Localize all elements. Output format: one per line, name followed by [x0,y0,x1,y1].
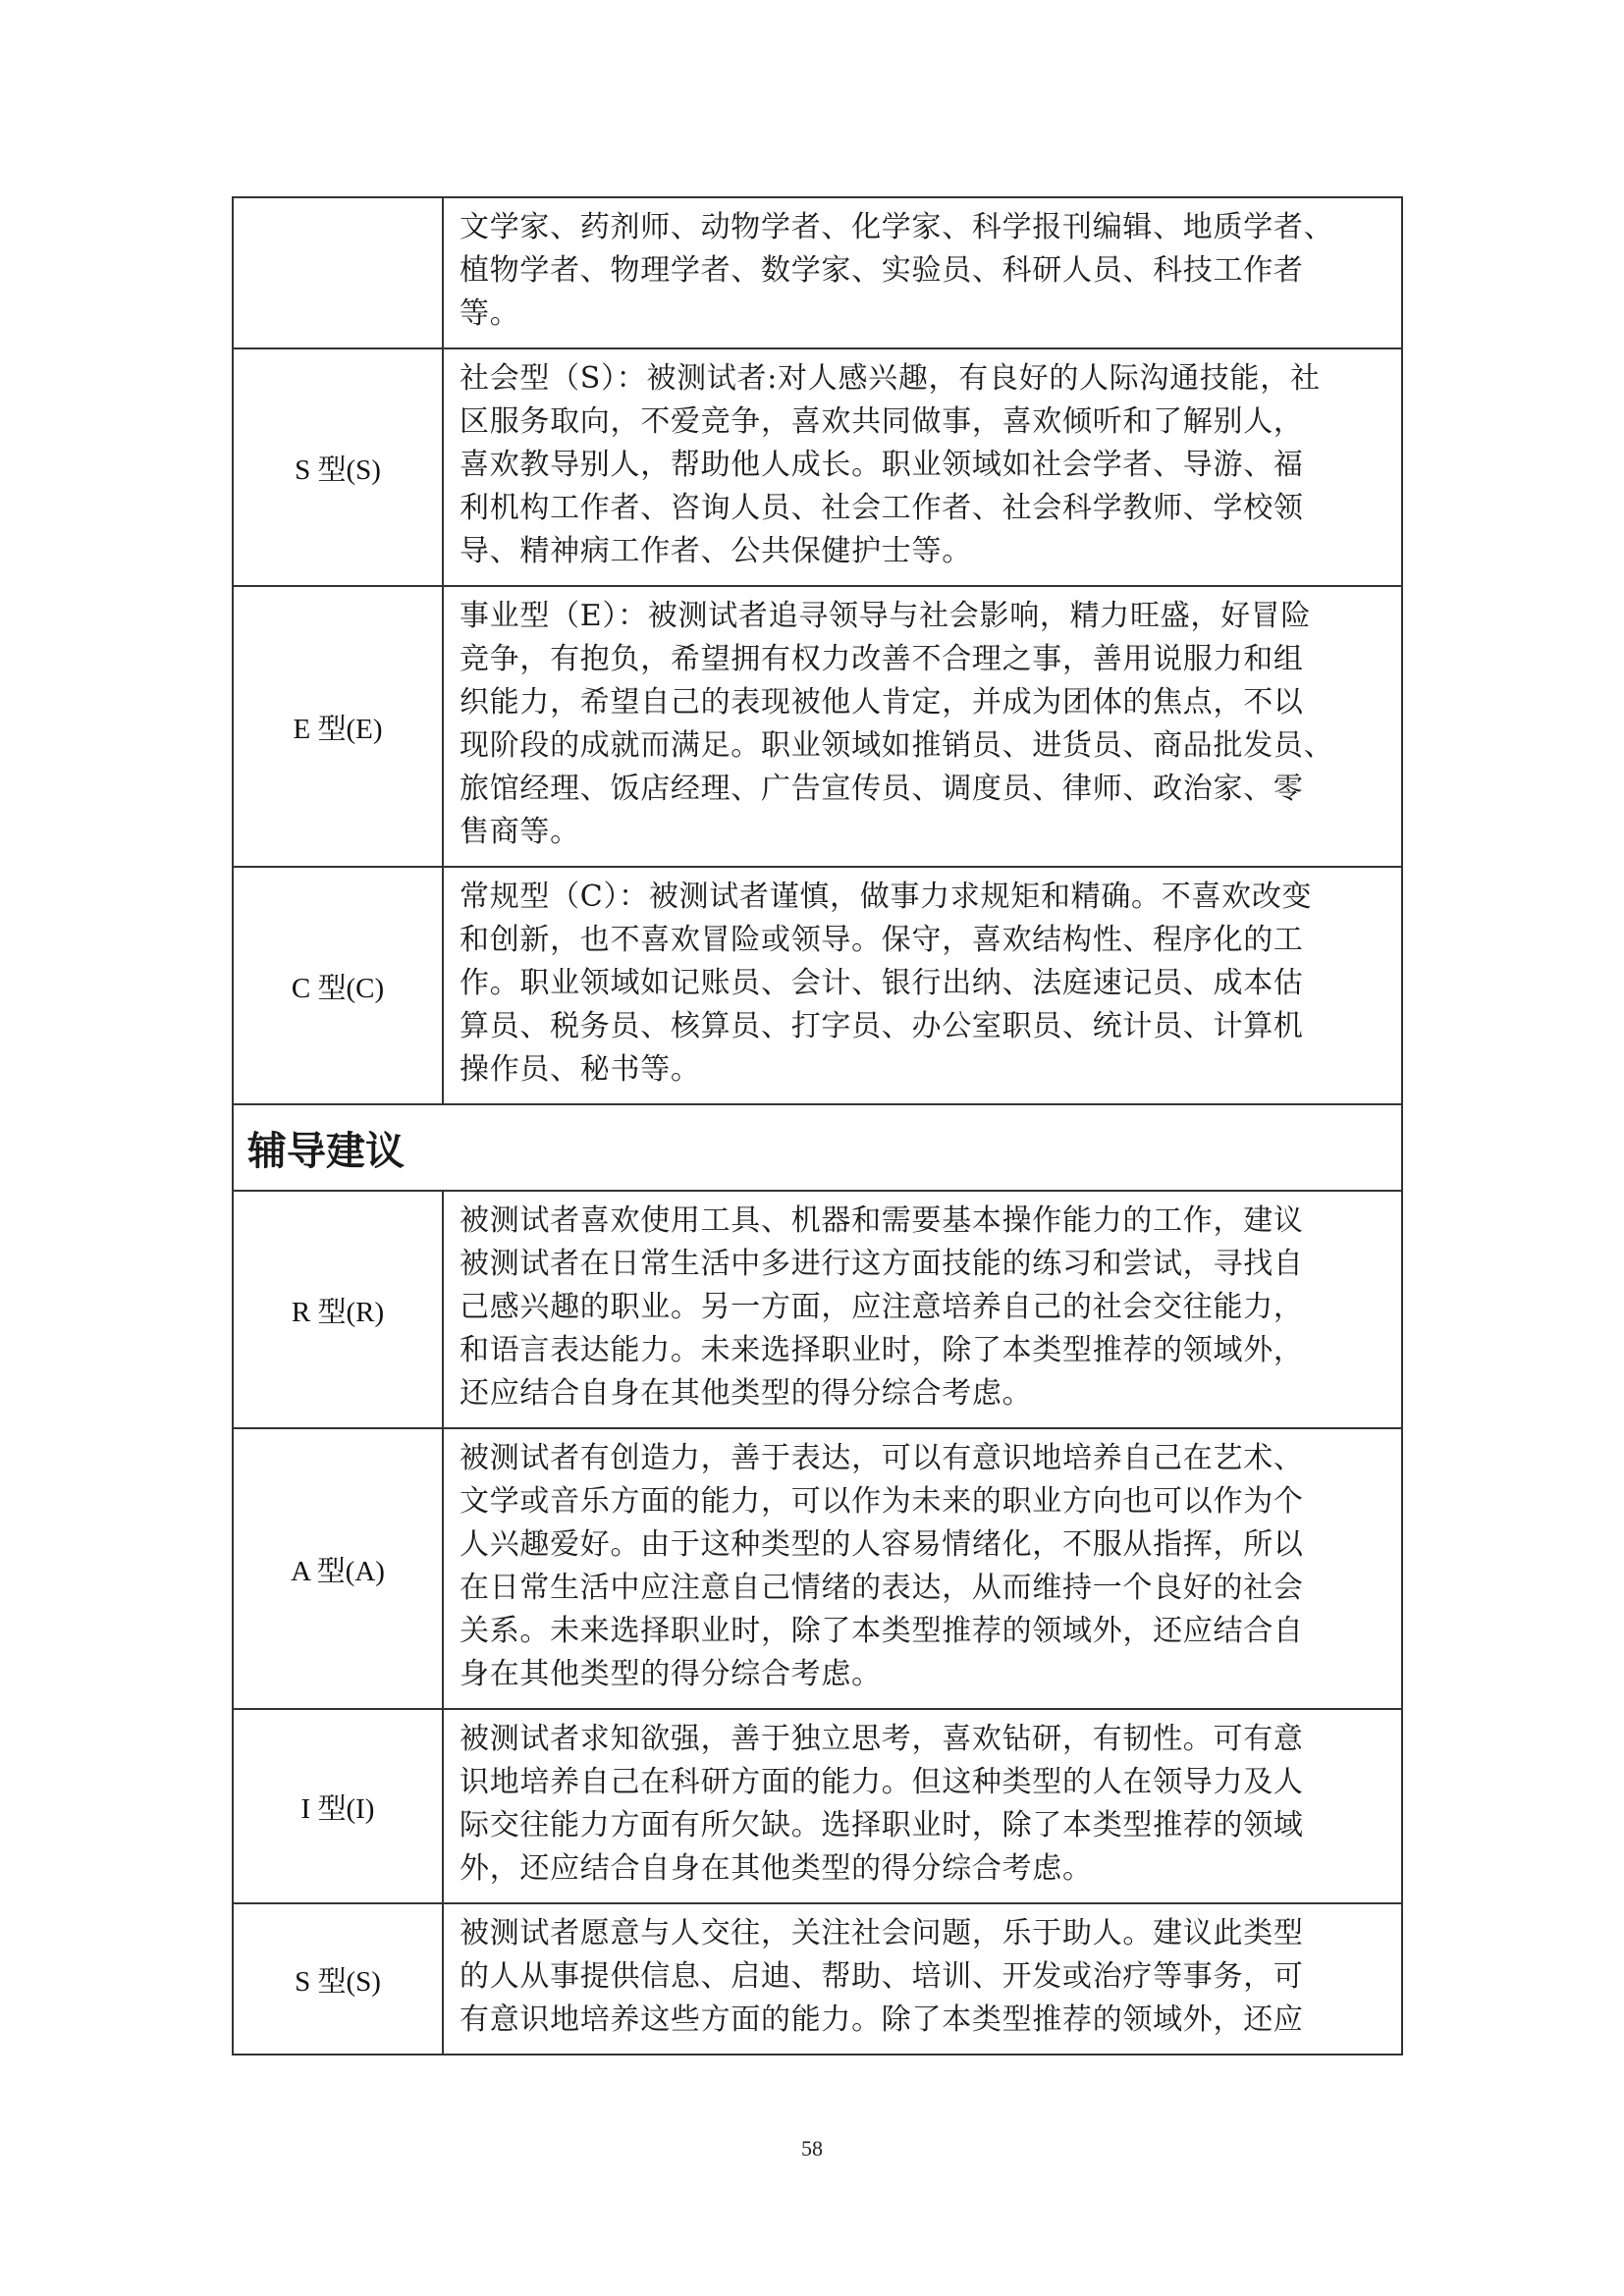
advice-r: 被测试者喜欢使用工具、机器和需要基本操作能力的工作，建议 被测试者在日常生活中多进行这方面技能的练习和尝试，寻找自 己感兴趣的职业。另一方面，应注意培养自己的社会交往能力， 和语言表达能力。未来选择职业时，除了本类型推荐的领域外， 还应结合自身在其他类型的得分综合考虑。 [443,1191,1402,1428]
type-label-a: A 型(A) [233,1428,443,1709]
advice-i: 被测试者求知欲强，善于独立思考，喜欢钻研，有韧性。可有意 识地培养自己在科研方面的能力。但这种类型的人在领导力及人 际交往能力方面有所欠缺。选择职业时，除了本类型推荐的领域 外，还应结合自身在其他类型的得分综合考虑。 [443,1709,1402,1903]
advice-s: 被测试者愿意与人交往，关注社会问题，乐于助人。建议此类型 的人从事提供信息、启迪、帮助、培训、开发或治疗等事务，可 有意识地培养这些方面的能力。除了本类型推荐的领域外，还应 [443,1903,1402,2055]
type-description-s: 社会型（S）：被测试者:对人感兴趣，有良好的人际沟通技能，社 区服务取向，不爱竞争，喜欢共同做事，喜欢倾听和了解别人， 喜欢教导别人，帮助他人成长。职业领域如社会学者、导游、福 利机构工作者、咨询人员、社会工作者、社会科学教师、学校领 导、精神病工作者、公共保健护士等。 [443,348,1402,586]
personality-type-table [232,196,1403,2056]
page-number: 58 [801,2136,823,2161]
table-row [233,348,1402,586]
table-row [233,1428,1402,1709]
table-row [233,867,1402,1104]
advice-a: 被测试者有创造力，善于表达，可以有意识地培养自己在艺术、 文学或音乐方面的能力，可以作为未来的职业方向也可以作为个 人兴趣爱好。由于这种类型的人容易情绪化，不服从指挥，所以 在日常生活中应注意自己情绪的表达，从而维持一个良好的社会 关系。未来选择职业时，除了本类型推荐的领域外，还应结合自 身在其他类型的得分综合考虑。 [443,1428,1402,1709]
table-row [233,1903,1402,2055]
type-description-cell: 文学家、药剂师、动物学者、化学家、科学报刊编辑、地质学者、 植物学者、物理学者、数学家、实验员、科研人员、科技工作者 等。 [443,197,1402,348]
table-row [233,586,1402,867]
type-label-s: S 型(S) [233,348,443,586]
type-description-e: 事业型（E）：被测试者追寻领导与社会影响，精力旺盛，好冒险 竞争，有抱负，希望拥有权力改善不合理之事，善用说服力和组 织能力，希望自己的表现被他人肯定，并成为团体的焦点，不以 现阶段的成就而满足。职业领域如推销员、进货员、商品批发员、 旅馆经理、饭店经理、广告宣传员、调度员、律师、政治家、零 售商等。 [443,586,1402,867]
type-label-s-advice: S 型(S) [233,1903,443,2055]
type-label-cell [233,197,443,348]
table-row [233,1709,1402,1903]
type-description-c: 常规型（C）：被测试者谨慎，做事力求规矩和精确。不喜欢改变 和创新，也不喜欢冒险或领导。保守，喜欢结构性、程序化的工 作。职业领域如记账员、会计、银行出纳、法庭速记员、成本估 算员、税务员、核算员、打字员、办公室职员、统计员、计算机 操作员、秘书等。 [443,867,1402,1104]
type-label-i: I 型(I) [233,1709,443,1903]
type-label-e: E 型(E) [233,586,443,867]
type-label-r: R 型(R) [233,1191,443,1428]
table-row [233,197,1402,348]
section-heading: 辅导建议 [233,1104,1402,1191]
table-row [233,1191,1402,1428]
type-label-c: C 型(C) [233,867,443,1104]
section-heading-row [233,1104,1402,1191]
